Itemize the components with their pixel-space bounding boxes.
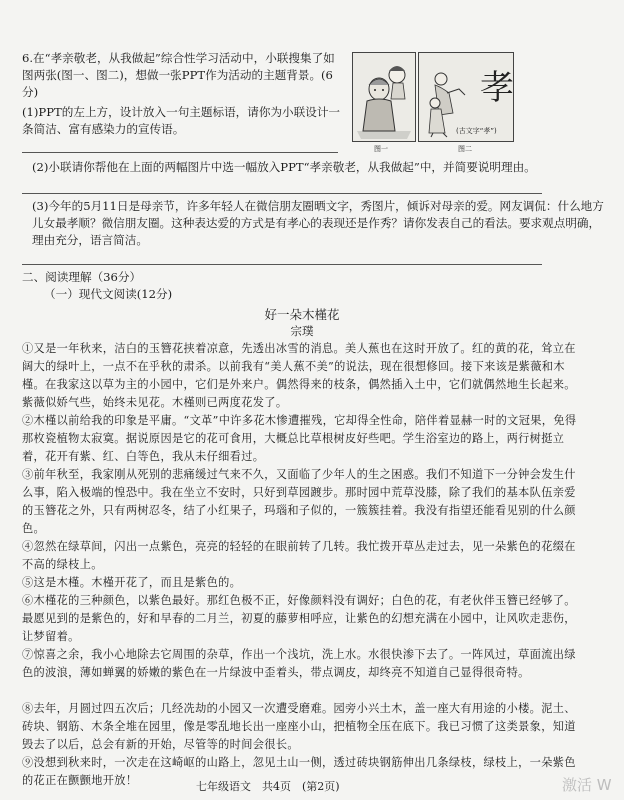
paragraph-8: ⑧去年，月圆过四五次后；几经冼劫的小园又一次遭受磨难。园旁小兴土木，盖一座大有用途的小楼。泥土、砖块、钢筋、木条全堆在园里，像是零乱地长出一座座小山，把植物全压在底下。我已习惯了这类景象，知道毁去了以后，总会有新的开始，尽管等的时间会很长。 [22, 702, 576, 751]
ancient-character-xiao: 孝 [480, 68, 514, 108]
paragraph-3: ③前年秋至，我家刚从死别的悲痛缓过气来不久，又面临了少年人的生之困惑。我们不知道下一分钟会发生什么事，陷入极端的惶恐中。我在坐立不安时，只好到草园踱步。那时园中荒草没膝，除了我们的基本队伍亲爱的玉簪花之外，只有两树忍冬，结了小红果子，玛瑙和子似的，一簇簇挂着。我没有指望还能看见别的什么颜色。 [22, 468, 576, 535]
subsection-heading: （一）现代文阅读(12分) [44, 287, 173, 301]
q6-sub2: (2)小联请你帮他在上面的两幅图片中选一幅放入PPT“孝亲敬老，从我做起”中，并简要说明理由。 [32, 160, 536, 174]
activation-watermark: 激活 W [562, 776, 612, 794]
paragraph-4: ④忽然在绿草间，闪出一点紫色，亮亮的轻轻的在眼前转了几转。我忙拨开草丛走过去，见一朵紫色的花缀在不高的绿枝上。 [22, 540, 576, 571]
paragraph-1: ①又是一年秋来，洁白的玉簪花挟着凉意，先透出冰雪的消息。美人蕉也在这时开放了。红的黄的花，耸立在阔大的绿叶上，一点不在乎秋的肃杀。以前我有“美人蕉不美”的说法，现在很想修回。接下来该是紫薇和木槿。在我家这以草为主的小园中，它们是外来户。偶然得来的枝条，偶然插入土中，它们就偶然地生长起来。紫薇似娇气些，始终未见花。木槿则已两度花发了。 [22, 342, 576, 409]
q6-sub1: (1)PPT的左上方，设计放入一句主题标语，请你为小联设计一条简洁、富有感染力的宣传语。 [22, 105, 341, 136]
answer-line-1 [22, 152, 338, 153]
figure-1-caption: 图一 [374, 145, 388, 153]
figure-2-label: (古文字“孝”) [456, 127, 497, 135]
q6-intro: 6.在“孝亲敬老，从我做起”综合性学习活动中，小联搜集了如图两张(图一、图二)，想做一张PPT作为活动的主题背景。(6分) [22, 51, 335, 99]
figure-1-image [352, 52, 416, 142]
grandma-child-illustration-icon [353, 53, 415, 141]
paragraph-7: ⑦惊喜之余，我小心地除去它周围的杂草，作出一个浅坑，洗上水。水很快渗下去了。一阵风过，草面流出绿色的波浪，薄如蝉翼的娇嫩的紫色在一片绿波中歪着头，带点调皮，却终亮不知道自己显得很奇特。 [22, 648, 576, 679]
article-title: 好一朵木槿花 [264, 307, 340, 322]
paragraph-5: ⑤这是木槿。木槿开花了，而且是紫色的。 [22, 576, 242, 589]
paragraph-6: ⑥木槿花的三种颜色，以紫色最好。那红色极不正，好像颜料没有调好；白色的花，有老伙伴玉簪已经够了。最愿见到的是紫色的，好和早春的二月兰，初夏的藤萝相呼应，让紫色的幻想充满在小园中，让风吹走悲伤，让梦留着。 [22, 594, 576, 643]
paragraph-9: ⑨没想到秋来时，一次走在这崎岖的山路上，忽见土山一侧，透过砖块钢筋伸出几条绿枝，绿枝上，一朵紫色的花正在颤颤地开放！ [22, 756, 576, 787]
answer-line-2 [22, 193, 542, 194]
section-heading: 二、阅读理解（36分） [22, 270, 142, 284]
paragraph-2: ②木槿以前给我的印象是平庸。“文革”中许多花木惨遭摧残，它却得全性命，陪伴着显赫一时的文冠果，免得那枚瓷植物太寂寞。据说原因是它的花可食用，大概总比草根树皮好些吧。学生浴室边的路上，两行树挺立着，花开有紫、红、白等色，我从未仔细看过。 [22, 414, 577, 463]
article-author: 宗璞 [290, 324, 314, 338]
figure-2-caption: 图二 [458, 145, 472, 153]
page-footer: 七年级语文 共4页 (第2页) [196, 780, 340, 793]
q6-sub3: (3)今年的5月11日是母亲节，许多年轻人在微信朋友圈晒文字，秀图片，倾诉对母亲的爱。网友调侃：什么地方儿女最孝顺？微信朋友圈。这种表达爱的方式是有孝心的表现还是作秀？请你发表自己的看法。要求观点明确，理由充分，语言简洁。 [32, 199, 604, 247]
answer-line-3 [22, 264, 542, 265]
